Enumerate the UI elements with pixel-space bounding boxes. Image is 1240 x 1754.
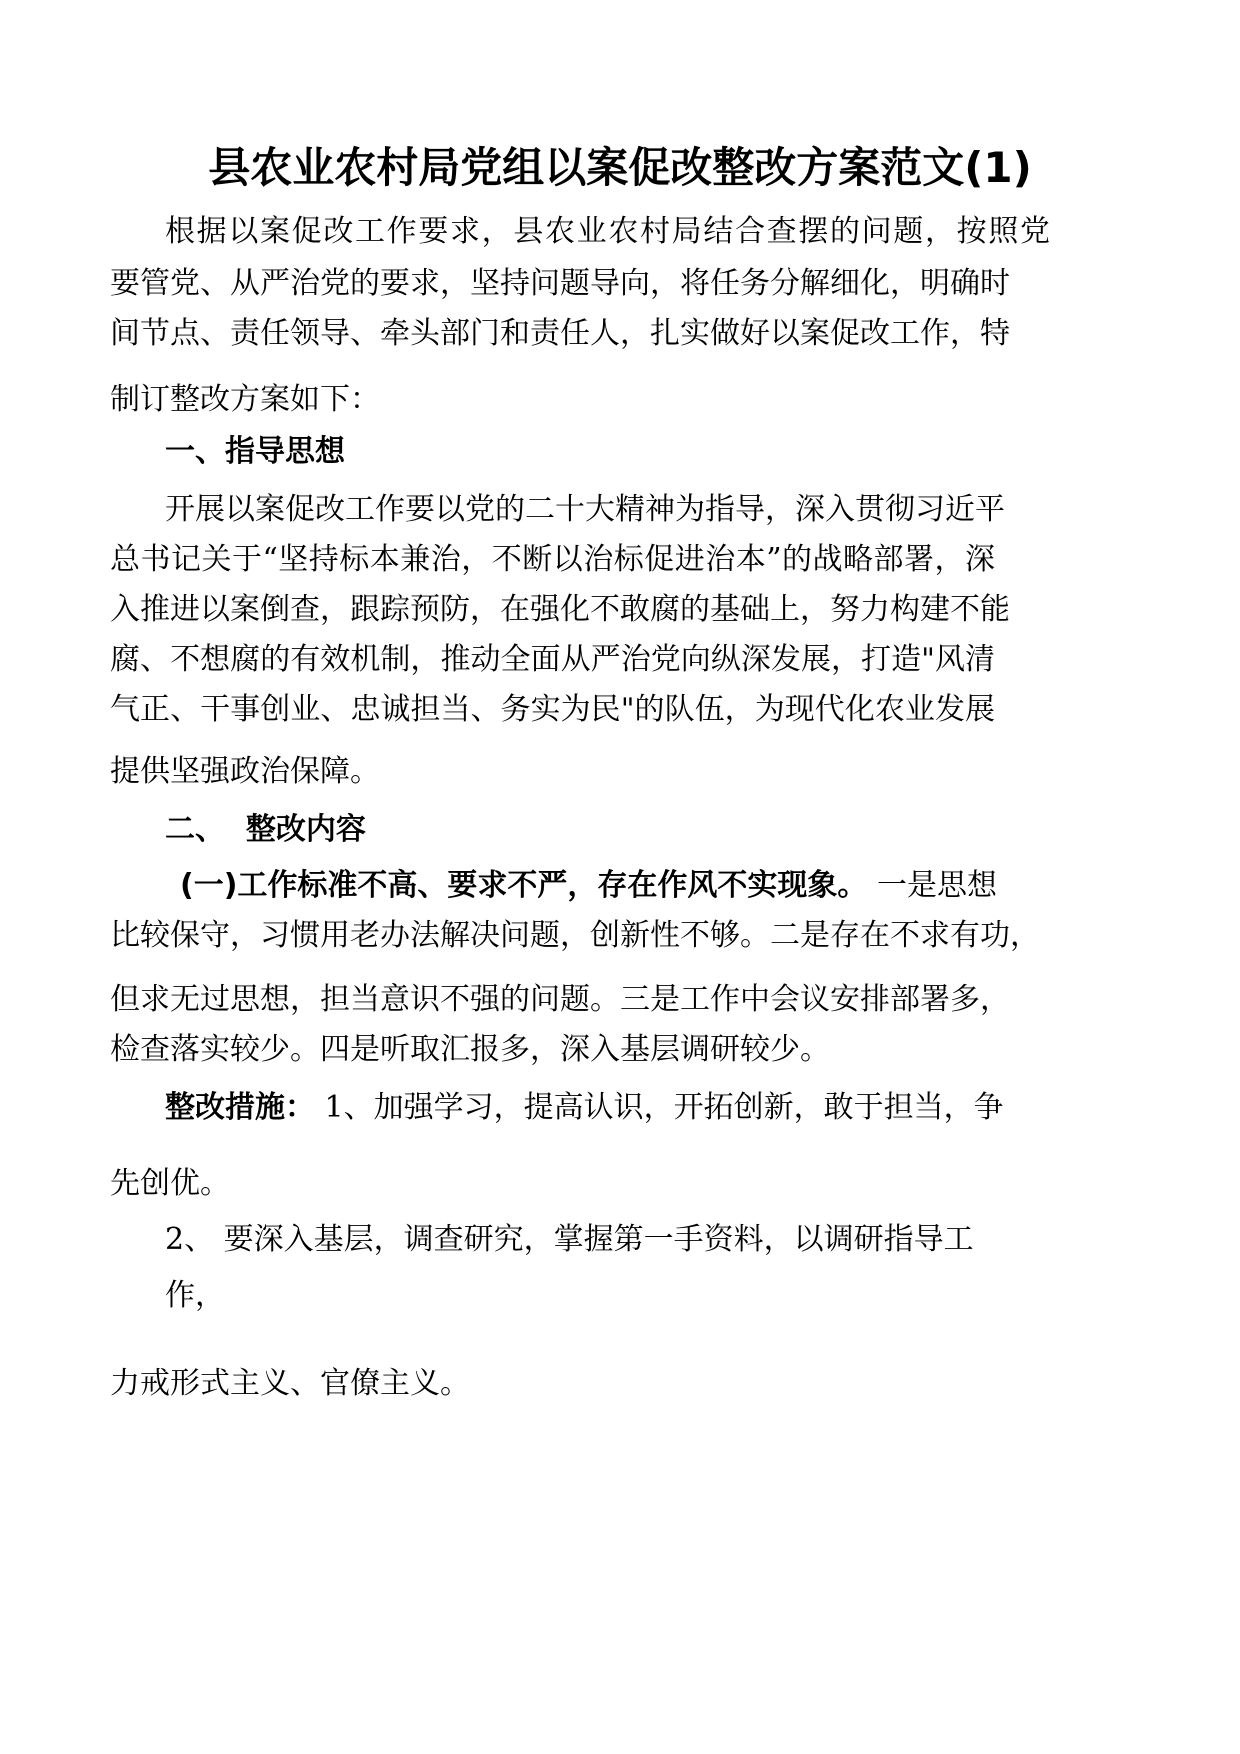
measure-1-text: 1、加强学习，提高认识，开拓创新，敢于担当，争	[315, 1090, 1004, 1125]
section-1-line-2: 总书记关于“坚持标本兼治，不断以治标促进治本”的战略部署，深	[110, 542, 995, 577]
intro-line-4: 制订整改方案如下：	[110, 382, 380, 417]
measure-2-continued: 作，	[165, 1278, 225, 1313]
intro-line-1: 根据以案促改工作要求，县农业农村局结合查摆的问题，按照党	[165, 214, 1050, 249]
intro-line-2: 要管党、从严治党的要求，坚持问题导向，将任务分解细化，明确时	[110, 266, 1010, 301]
measures-label: 整改措施：	[165, 1090, 315, 1125]
item-1-heading: (一)工作标准不高、要求不严，存在作风不实现象。	[180, 868, 868, 903]
section-2-heading: 二、 整改内容	[165, 812, 366, 847]
section-1-line-3: 入推进以案倒查，跟踪预防，在强化不敢腐的基础上，努力构建不能	[110, 592, 1010, 627]
section-1-heading: 一、指导思想	[165, 434, 345, 469]
section-1-line-6: 提供坚强政治保障。	[110, 754, 380, 789]
section-1-line-4: 腐、不想腐的有效机制，推动全面从严治党向纵深发展，打造"风清	[110, 642, 995, 677]
measure-1-continued: 先创优。	[110, 1166, 230, 1201]
measure-2-text: 2、 要深入基层，调查研究，掌握第一手资料，以调研指导工	[165, 1222, 974, 1257]
item-1-line-1	[180, 866, 997, 906]
item-1-line-1-text: 一是思想	[867, 868, 997, 903]
item-1-line-3: 但求无过思想，担当意识不强的问题。三是工作中会议安排部署多，	[110, 982, 1010, 1017]
measures-line-1	[165, 1088, 1004, 1128]
document-title: 县农业农村局党组以案促改整改方案范文(1)	[208, 143, 1032, 192]
item-1-line-2: 比较保守，习惯用老办法解决问题，创新性不够。二是存在不求有功，	[110, 918, 1040, 953]
item-1-line-4: 检查落实较少。四是听取汇报多，深入基层调研较少。	[110, 1032, 830, 1067]
measure-2-continued-2: 力戒形式主义、官僚主义。	[110, 1366, 470, 1401]
section-1-line-5: 气正、干事创业、忠诚担当、务实为民"的队伍，为现代化农业发展	[110, 692, 995, 727]
intro-line-3: 间节点、责任领导、牵头部门和责任人，扎实做好以案促改工作，特	[110, 316, 1010, 351]
section-1-line-1: 开展以案促改工作要以党的二十大精神为指导，深入贯彻习近平	[165, 492, 1005, 527]
